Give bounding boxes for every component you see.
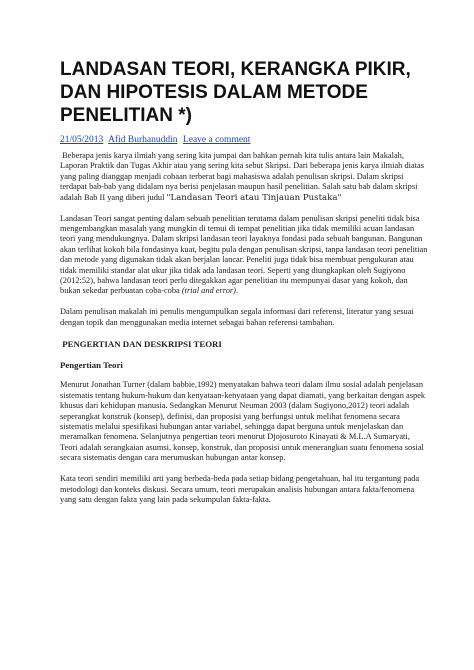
post-date-link[interactable]: 21/05/2013 <box>60 135 104 145</box>
article-body <box>60 151 428 516</box>
paragraph2-end: . <box>235 286 239 296</box>
article-title: LANDASAN TEORI, KERANGKA PIKIR, DAN HIPOTESIS DALAM METODE PENELITIAN *) <box>60 59 411 126</box>
paragraph-landasan-teori <box>60 214 428 297</box>
leave-comment-link[interactable]: Leave a comment <box>182 135 251 145</box>
intro-text: Beberapa jenis karya ilmiah yang sering kita jumpai dan bahkan pernah kita tulis antara lain Makalah, Laporan Praktik dan Tugas Akhir atau yang sering kita sebut Skripsi. Dari beberapa jenis karya ilmiah diatas yang paling dianggap menjadi cobaan terberat bagi mahasiswa adalah penulisan skripsi. Dalam skripsi terdapat bab-bab yang didalam nya berisi penjelasan maupun hasil penelitian. Salah satu bab dalam skripsi adalah Bab II yang diberi judul <box>60 151 424 202</box>
paragraph-definisi-teori: Menurut Jonathan Turner (dalam babbie,1992) menyatakan bahwa teori dalam ilmu sosial adalah penjelasan sistematis tentang hukum-hukum dan kenyataan-kenyataan yang dapat diamati, yang berkaitan dengan aspek khusus dari kehidupan manusia. Sedangkan Menurut Neuman 2003 (dalam Sugiyono,2012) teori adalah seperangkat konstruk (konsep), definisi, dan proposisi yang berfungsi untuk melihat fenomena secara sistematis melalui spesifikasi hubungan antar variabel, sehingga dapat berguna untuk menjelaskan dan meramalkan fenomena. Selanjutnya pengertian teori menurut Djojosuroto Kinayati & M.L.A Sumaryati, Teori adalah serangkaian asumsi, konsep, konstruk, dan proposisi untuk menerangkan suatu fenomena sosial secara sistematis dengan cara merumuskan hubungan antar konsep. <box>60 380 426 463</box>
paragraph2-text: Landasan Teori sangat penting dalam sebuah penelitian terutama dalam penulisan skripsi peneliti tidak bisa mengembangkan masalah yang mungkin di temui di tempat penelitian jika tidak memiliki acuan landasan teori yang mendukungnya. Dalam skripsi landasan teori layaknya fondasi pada sebuah bangunan. Bangunan akan terlihat kokoh bila fondasinya kuat, begitu pula dengan penulisan skripsi, tanpa landasan teori penelitian dan metode yang digunakan tidak akan berjalan lancar. Peneliti juga tidak bisa membuat pengukuran atau tidak memiliki standar alat ukur jika tidak ada landasan teori. Seperti yang diungkapkan oleh Sugiyono (2012:52), bahwa landasan teori perlu ditegakkan agar penelitian itu mempunyai dasar yang kokoh, dan bukan sekedar perbuatan coba-coba <box>60 213 428 296</box>
section-heading <box>60 339 428 349</box>
author-link[interactable]: Afid Burhanuddin <box>108 135 178 145</box>
intro-quote: "Landasan Teori atau Tinjauan Pustaka" <box>166 192 342 203</box>
post-meta <box>60 134 253 146</box>
section-heading-text: PENGERTIAN DAN DESKRIPSI TEORI <box>62 338 222 349</box>
paragraph-kata-teori: Kata teori sendiri memiliki arti yang berbeda-beda pada setiap bidang pengetahuan, hal itu tergantung pada metodologi dan konteks diskusi. Secara umum, teori merupakan analisis hubungan antara fakta/fenomena yang satu dengan fakta yang lain pada sekumpulan fakta-fakta. <box>60 474 420 504</box>
section-subheading: Pengertian Teori <box>60 359 123 370</box>
paragraph2-italic: (trial and error) <box>181 286 236 296</box>
intro-paragraph <box>60 151 428 203</box>
paragraph-penulisan-makalah: Dalam penulisan makalah ini penulis mengumpulkan segala informasi dari referensi, literatur yang sesuai dengan topik dan menggunakan media internet sebagai bahan referensi tambahan. <box>60 307 414 327</box>
